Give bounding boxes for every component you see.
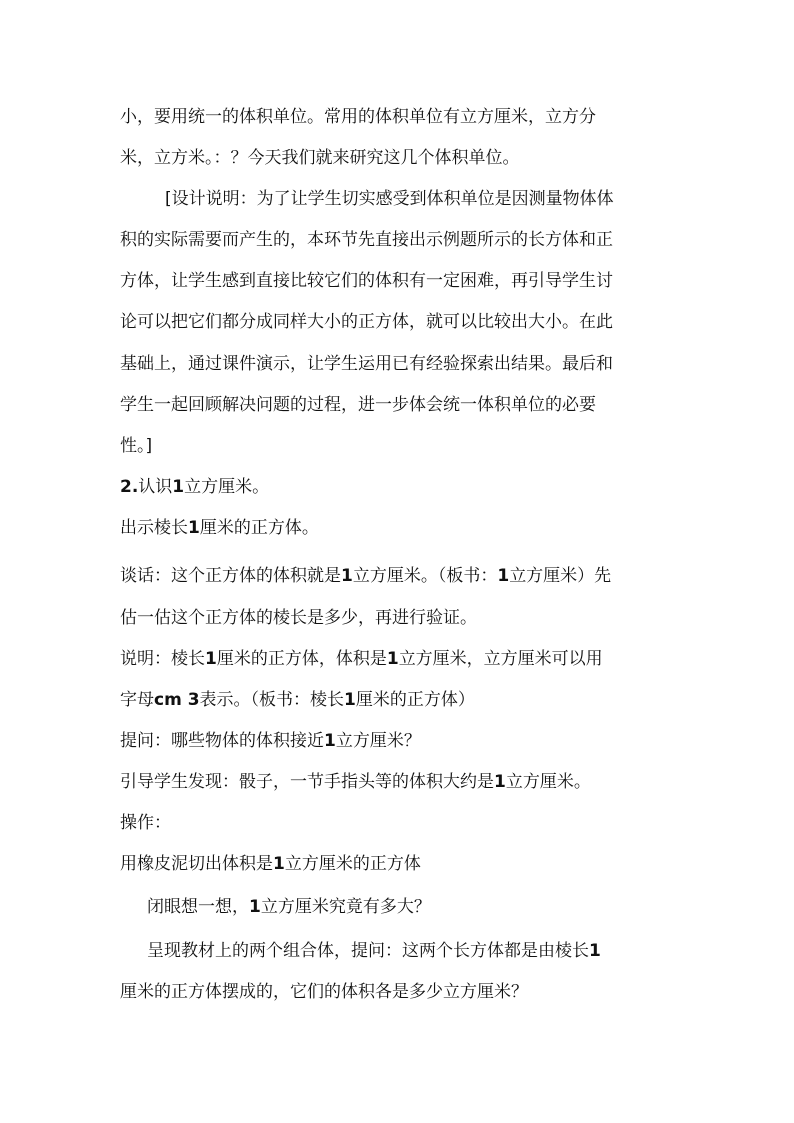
paragraph-line: [147, 895, 431, 919]
design-note-line: [120, 310, 613, 334]
design-note-line: [120, 434, 152, 458]
text-run: 表示。（板书：棱长: [199, 690, 345, 710]
text-run: 认识: [138, 477, 173, 497]
text-run: 立方厘米的正方体: [284, 854, 421, 874]
paragraph-line: [120, 770, 591, 794]
paragraph-line: [120, 980, 528, 1004]
text-run: 1: [273, 854, 285, 874]
design-note-line: [120, 393, 596, 417]
paragraph-line: [120, 688, 475, 712]
text-run: 1: [386, 649, 399, 669]
text-run: 字母: [120, 690, 154, 710]
text-run: 立方厘米。（板书：: [352, 566, 498, 586]
text-run: 引导学生发现：骰子，一节手指头等的体积大约是: [120, 772, 494, 792]
text-run: 2.: [120, 477, 139, 497]
text-run: 论可以把它们都分成同样大小的正方体，就可以比较出大小。在此: [120, 312, 613, 332]
text-run: 方体，让学生感到直接比较它们的体积有一定困难，再引导学生讨: [120, 271, 613, 291]
text-run: 谈话：这个正方体的体积就是: [120, 566, 341, 586]
text-run: 立方厘米。: [184, 477, 270, 497]
text-run: cm 3: [154, 690, 200, 710]
text-run: 1: [344, 690, 356, 710]
text-run: 说明：棱长: [120, 649, 205, 669]
text-run: 提问：哪些物体的体积接近: [120, 731, 324, 751]
text-run: 出示棱长: [120, 518, 188, 538]
text-run: 学生一起回顾解决问题的过程，进一步体会统一体积单位的必要: [120, 395, 596, 415]
text-run: 立方厘米究竟有多大？: [260, 897, 431, 917]
text-run: 立方厘米？: [335, 731, 421, 751]
text-run: 1: [205, 649, 217, 669]
paragraph-line: [147, 939, 601, 963]
design-note-line: [120, 228, 613, 252]
paragraph-line: [120, 606, 477, 630]
text-run: 厘米的正方体，体积是: [216, 649, 387, 669]
text-run: 1: [589, 941, 601, 961]
text-run: [设计说明：为了让学生切实感受到体积单位是因测量物体体: [165, 189, 614, 209]
text-run: 闭眼想一想，: [147, 897, 249, 917]
paragraph-line: [120, 811, 171, 835]
paragraph-line: [120, 516, 319, 540]
text-run: 小，要用统一的体积单位。常用的体积单位有立方厘米，立方分: [120, 107, 596, 127]
design-note-line: [120, 269, 613, 293]
text-run: 1: [341, 566, 353, 586]
design-note-line: [120, 352, 613, 376]
text-run: 用橡皮泥切出体积是: [120, 854, 273, 874]
text-run: 厘米的正方体摆成的，它们的体积各是多少立方厘米？: [120, 982, 528, 1002]
text-run: 1: [324, 731, 336, 751]
paragraph-line: [120, 647, 603, 671]
paragraph-line: [120, 852, 421, 876]
text-run: 厘米的正方体。: [199, 518, 319, 538]
text-run: 积的实际需要而产生的，本环节先直接出示例题所示的长方体和正: [120, 230, 613, 250]
text-run: 米，立方米。：？今天我们就来研究这几个体积单位。: [120, 148, 520, 168]
text-run: 1: [249, 897, 261, 917]
section-heading: [120, 475, 269, 499]
paragraph-line: [120, 146, 520, 170]
text-run: 1: [188, 518, 200, 538]
paragraph-line: [120, 564, 611, 588]
paragraph-line: [120, 729, 421, 753]
text-run: 基础上，通过课件演示，让学生运用已有经验探索出结果。最后和: [120, 354, 613, 374]
text-run: 1: [172, 477, 185, 497]
text-run: 性。]: [120, 436, 153, 456]
text-run: 立方厘米）先: [509, 566, 612, 586]
text-run: 1: [494, 772, 506, 792]
text-run: 立方厘米，立方厘米可以用: [398, 649, 603, 669]
text-run: 呈现教材上的两个组合体，提问：这两个长方体都是由棱长: [147, 941, 589, 961]
text-run: 估一估这个正方体的棱长是多少，再进行验证。: [120, 608, 477, 628]
design-note-line: [165, 187, 614, 211]
paragraph-line: [120, 105, 596, 129]
text-run: 厘米的正方体）: [355, 690, 475, 710]
text-run: 1: [497, 566, 510, 586]
text-run: 立方厘米。: [505, 772, 591, 792]
text-run: 操作：: [120, 813, 171, 833]
